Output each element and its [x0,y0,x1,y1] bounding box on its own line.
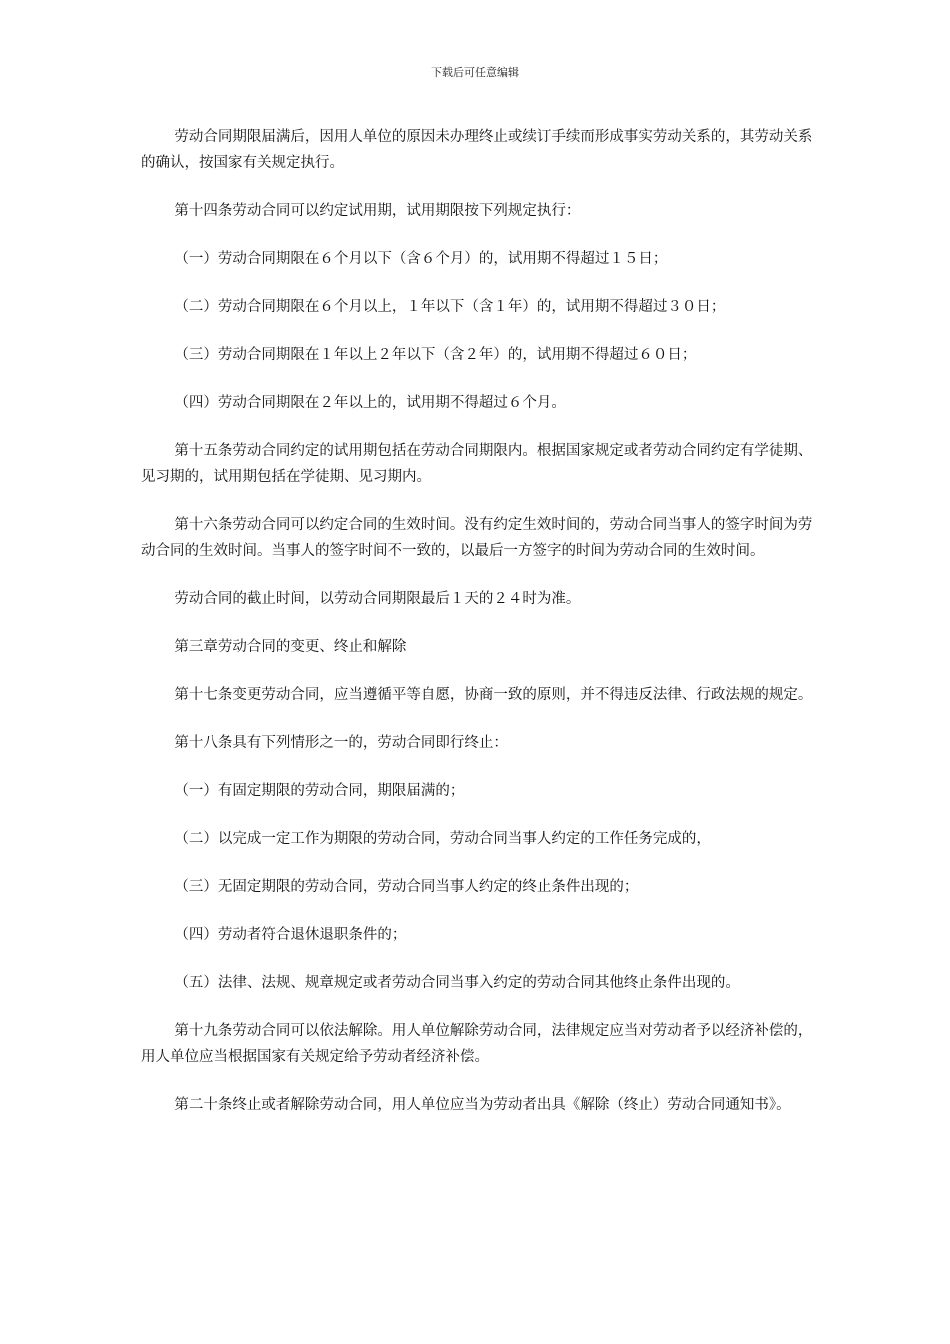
document-body [141,124,813,1140]
paragraph-18: 第十九条劳动合同可以依法解除。用人单位解除劳动合同，法律规定应当对劳动者予以经济补偿的，用人单位应当根据国家有关规定给予劳动者经济补偿。 [141,1023,813,1065]
paragraph-12: 第十八条具有下列情形之一的，劳动合同即行终止： [174,735,508,751]
paragraph-4: （二）劳动合同期限在６个月以上，１年以下（含１年）的，试用期不得超过３０日； [174,299,726,315]
paragraph-14: （二）以完成一定工作为期限的劳动合同，劳动合同当事人约定的工作任务完成的， [174,831,711,847]
paragraph-6: （四）劳动合同期限在２年以上的，试用期不得超过６个月。 [174,395,566,411]
paragraph-19: 第二十条终止或者解除劳动合同，用人单位应当为劳动者出具《解除（终止）劳动合同通知书》。 [174,1097,791,1113]
paragraph-17: （五）法律、法规、规章规定或者劳动合同当事入约定的劳动合同其他终止条件出现的。 [174,975,740,991]
chapter-heading: 第三章劳动合同的变更、终止和解除 [174,639,407,655]
paragraph-15: （三）无固定期限的劳动合同，劳动合同当事人约定的终止条件出现的； [174,879,639,895]
paragraph-8: 第十六条劳动合同可以约定合同的生效时间。没有约定生效时间的，劳动合同当事人的签字时间为劳动合同的生效时间。当事人的签字时间不一致的，以最后一方签字的时间为劳动合同的生效时间。 [141,517,813,559]
paragraph-11: 第十七条变更劳动合同，应当遵循平等自愿，协商一致的原则，并不得违反法律、行政法规的规定。 [174,687,813,703]
paragraph-7: 第十五条劳动合同约定的试用期包括在劳动合同期限内。根据国家规定或者劳动合同约定有学徒期、见习期的，试用期包括在学徒期、见习期内。 [141,443,813,485]
paragraph-9: 劳动合同的截止时间，以劳动合同期限最后１天的２４时为准。 [174,591,581,607]
page-header: 下载后可任意编辑 [431,66,519,79]
paragraph-3: （一）劳动合同期限在６个月以下（含６个月）的，试用期不得超过１５日； [174,251,668,267]
paragraph-13: （一）有固定期限的劳动合同，期限届满的； [174,783,465,799]
paragraph-5: （三）劳动合同期限在１年以上２年以下（含２年）的，试用期不得超过６０日； [174,347,697,363]
paragraph-16: （四）劳动者符合退休退职条件的； [174,927,407,943]
paragraph-1: 劳动合同期限届满后，因用人单位的原因未办理终止或续订手续而形成事实劳动关系的，其劳动关系的确认，按国家有关规定执行。 [141,129,813,171]
paragraph-2: 第十四条劳动合同可以约定试用期，试用期限按下列规定执行： [174,203,581,219]
